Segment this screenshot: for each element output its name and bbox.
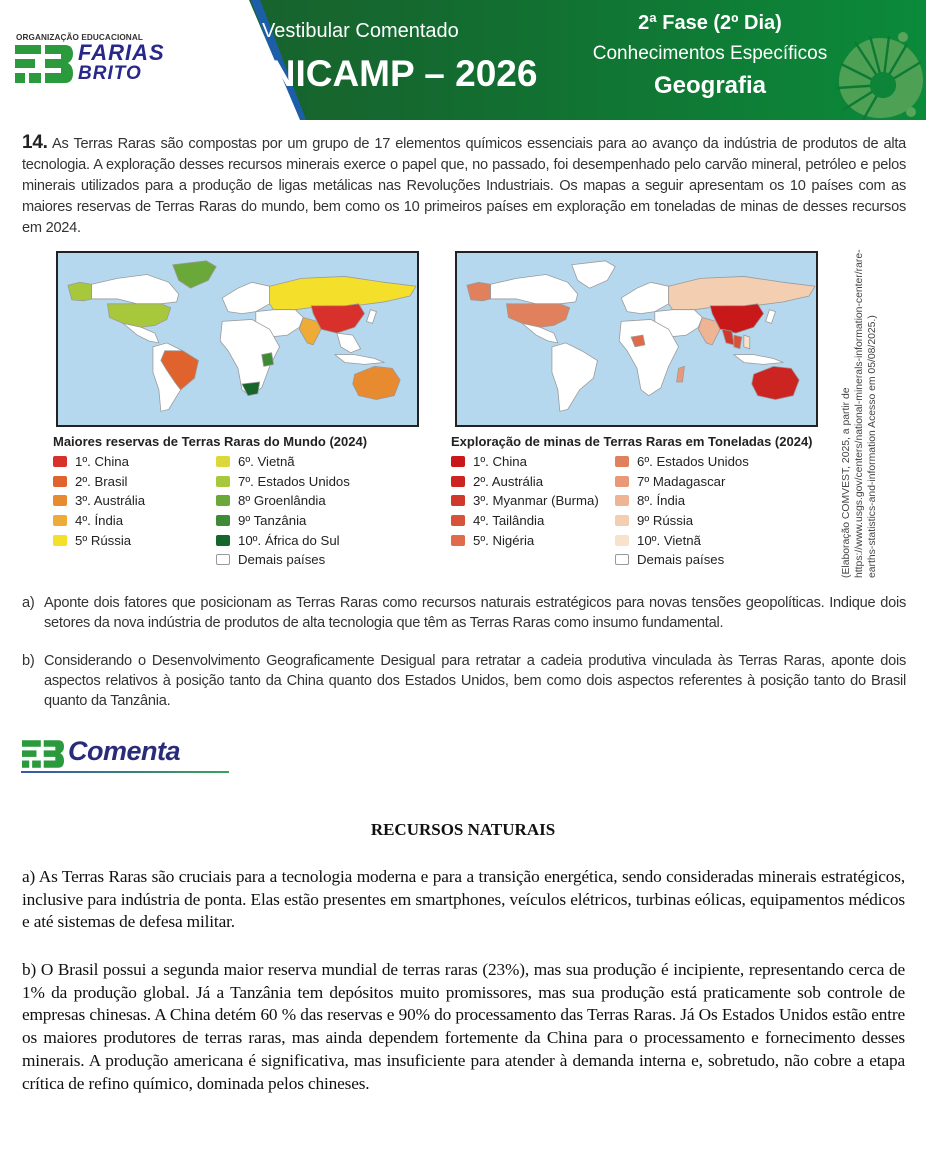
- logo-brito-text: BRITO: [78, 63, 142, 84]
- legend-swatch: [615, 535, 629, 546]
- legend-swatch: [615, 554, 629, 565]
- legend-swatch: [216, 476, 230, 487]
- legend-label: 6º. Vietnã: [238, 454, 295, 470]
- legend-swatch: [216, 456, 230, 467]
- legend-label: Demais países: [637, 552, 725, 568]
- legend-swatch: [615, 495, 629, 506]
- legend-label: 10º. África do Sul: [238, 532, 340, 548]
- answer-heading: RECURSOS NATURAIS: [370, 820, 556, 839]
- legend-label: 6º. Estados Unidos: [637, 454, 749, 470]
- legend-swatch: [53, 476, 67, 487]
- legend-item: [615, 511, 835, 531]
- fb-comenta-logo: [20, 738, 230, 774]
- legend-swatch: [615, 476, 629, 487]
- header-discipline: Geografia: [653, 72, 767, 99]
- legend-item: [451, 530, 615, 550]
- legend-item: [53, 491, 216, 511]
- reserves-legend-items: [53, 452, 416, 570]
- legend-label: 7º Madagascar: [637, 473, 726, 489]
- legend-swatch: [53, 495, 67, 506]
- legend-swatch: [451, 456, 465, 467]
- reserves-world-map: [56, 251, 419, 427]
- legend-label: 1º. China: [473, 454, 527, 470]
- legend-item: [615, 530, 835, 550]
- legend-item: [216, 511, 416, 531]
- legend-spacer: [451, 550, 615, 570]
- legend-spacer: [53, 550, 216, 570]
- comenta-underline: [21, 771, 229, 773]
- mining-legend-title: Exploração de minas de Terras Raras em Toneladas (2024): [451, 434, 813, 449]
- legend-label: 9º Rússia: [637, 513, 694, 529]
- mining-world-map: [455, 251, 818, 427]
- legend-label: Demais países: [238, 552, 326, 568]
- legend-label: 4º. Índia: [75, 513, 124, 529]
- legend-item: [615, 550, 835, 570]
- header-subtitle: Vestibular Comentado: [262, 20, 459, 42]
- question-item-b: [22, 651, 906, 711]
- legend-item: [615, 472, 835, 492]
- legend-swatch: [451, 495, 465, 506]
- legend-swatch: [216, 535, 230, 546]
- legend-label: 1º. China: [75, 454, 129, 470]
- question-intro-text: As Terras Raras são compostas por um grupo de 17 elementos químicos essenciais para ao avanço da indústria de produtos de alta tecnologia. A exploração desses recursos minerais exerce o papel que, no passado, foi desempenhado pelo carvão mineral, petróleo e pelos minerais utilizados para a produção de ligas metálicas nas Revoluções Industriais. Os mapas a seguir apresentam os 10 países com as maiores reservas de Terras Raras do mundo, bem como os 10 primeiros países em exploração em toneladas de minas de desses recursos em 2024.: [22, 136, 906, 236]
- reserves-legend-title: Maiores reservas de Terras Raras do Mundo (2024): [53, 434, 368, 449]
- legend-swatch: [615, 456, 629, 467]
- farias-brito-fb-logo-icon: [15, 45, 73, 83]
- legend-label: 4º. Tailândia: [473, 513, 545, 529]
- legend-label: 9º Tanzânia: [238, 513, 307, 529]
- legend-swatch: [451, 515, 465, 526]
- answer-b: b) O Brasil possui a segunda maior reserva mundial de terras raras (23%), mas sua produção é incipiente, representando cerca de 1% da produção global. Já a Tanzânia tem depósitos muito promissores, mas sua produção está praticamente sob controle de empresas chinesas. A China detém 60 % das reservas e 90% do processamento das Terras Raras. Já Os Estados Unidos estão entre os maiores produtores de terras raras, mas ainda dependem fortemente da China para o processamento e fornecimento desses minerais. A produção americana é significativa, mas insuficiente para atender à demanda interna e, sobretudo, não cobre a etapa crítica de refino químico, dominada pelos chineses.: [22, 960, 905, 1093]
- legend-swatch: [53, 456, 67, 467]
- header-banner: [0, 0, 926, 120]
- unicamp-logo-icon: [835, 30, 925, 120]
- legend-item: [451, 511, 615, 531]
- logo-org-label: ORGANIZAÇÃO EDUCACIONAL: [16, 33, 143, 42]
- question-item-text: Aponte dois fatores que posicionam as Terras Raras como recursos naturais estratégicos para novas tensões geopolíticas. Indique dois setores da nova indústria de produtos de alta tecnologia que têm as Terras Raras como insumo fundamental.: [44, 595, 906, 631]
- legend-swatch: [53, 515, 67, 526]
- legend-swatch: [216, 495, 230, 506]
- comenta-logo-text: Comenta: [68, 736, 181, 766]
- legend-item: [451, 472, 615, 492]
- legend-swatch: [216, 515, 230, 526]
- legend-swatch: [53, 535, 67, 546]
- legend-label: 2º. Austrália: [473, 473, 544, 489]
- question-item-label: a): [22, 595, 35, 611]
- question-item-label: b): [22, 653, 35, 669]
- logo-farias-text: FARIAS: [78, 40, 165, 65]
- question-number: 14.: [22, 132, 48, 153]
- legend-item: [615, 491, 835, 511]
- legend-label: 5º. Nigéria: [473, 532, 535, 548]
- legend-label: 10º. Vietnã: [637, 532, 701, 548]
- legend-item: [53, 511, 216, 531]
- legend-swatch: [216, 554, 230, 565]
- answer-a: a) As Terras Raras são cruciais para a tecnologia moderna e para a transição energética, sendo consideradas minerais estratégicos, inclusive para indústria de ponta. Elas estão presentes em smartphones, veículos elétricos, turbinas eólicas, equipamentos médicos e até sistemas de defesa militar.: [22, 867, 905, 932]
- legend-label: 8º Groenlândia: [238, 493, 326, 509]
- legend-item: [216, 472, 416, 492]
- legend-item: [615, 452, 835, 472]
- legend-item: [216, 491, 416, 511]
- legend-swatch: [451, 535, 465, 546]
- header-section: Conhecimentos Específicos: [592, 43, 828, 64]
- legend-label: 3º. Austrália: [75, 493, 146, 509]
- legend-item: [451, 452, 615, 472]
- reserves-map-legend: [53, 434, 416, 570]
- legend-label: 7º. Estados Unidos: [238, 473, 350, 489]
- legend-item: [451, 491, 615, 511]
- legend-item: [216, 550, 416, 570]
- legend-swatch: [451, 476, 465, 487]
- legend-item: [53, 530, 216, 550]
- legend-label: 8º. Índia: [637, 493, 686, 509]
- legend-item: [53, 472, 216, 492]
- header-title: UNICAMP – 2026: [242, 53, 538, 94]
- legend-label: 2º. Brasil: [75, 473, 128, 489]
- header-phase: 2ª Fase (2º Dia): [638, 12, 782, 34]
- legend-label: 5º Rússia: [75, 532, 132, 548]
- question-item-text: Considerando o Desenvolvimento Geograficamente Desigual para retratar a cadeia produtiva vinculada às Terras Raras, aponte dois aspectos relativos à posição tanto da China quanto dos Estados Unidos, bem como dois aspectos referentes à posição tanto do Brasil quanto da Tanzânia.: [44, 653, 906, 709]
- legend-label: 3º. Myanmar (Burma): [473, 493, 599, 509]
- legend-item: [53, 452, 216, 472]
- mining-legend-items: [451, 452, 835, 570]
- question-item-a: [22, 593, 906, 633]
- legend-swatch: [615, 515, 629, 526]
- fb-logo-icon: [22, 740, 64, 768]
- question-intro: [22, 132, 906, 239]
- legend-item: [216, 530, 416, 550]
- legend-item: [216, 452, 416, 472]
- map-source-citation: (Elaboração COMVEST, 2025, a partir de https://www.usgs.gov/centers/national-minerals-information-center/rare-earths-statistics-and-information Acesso em 05/08/2025.): [841, 249, 878, 578]
- mining-map-legend: [451, 434, 835, 570]
